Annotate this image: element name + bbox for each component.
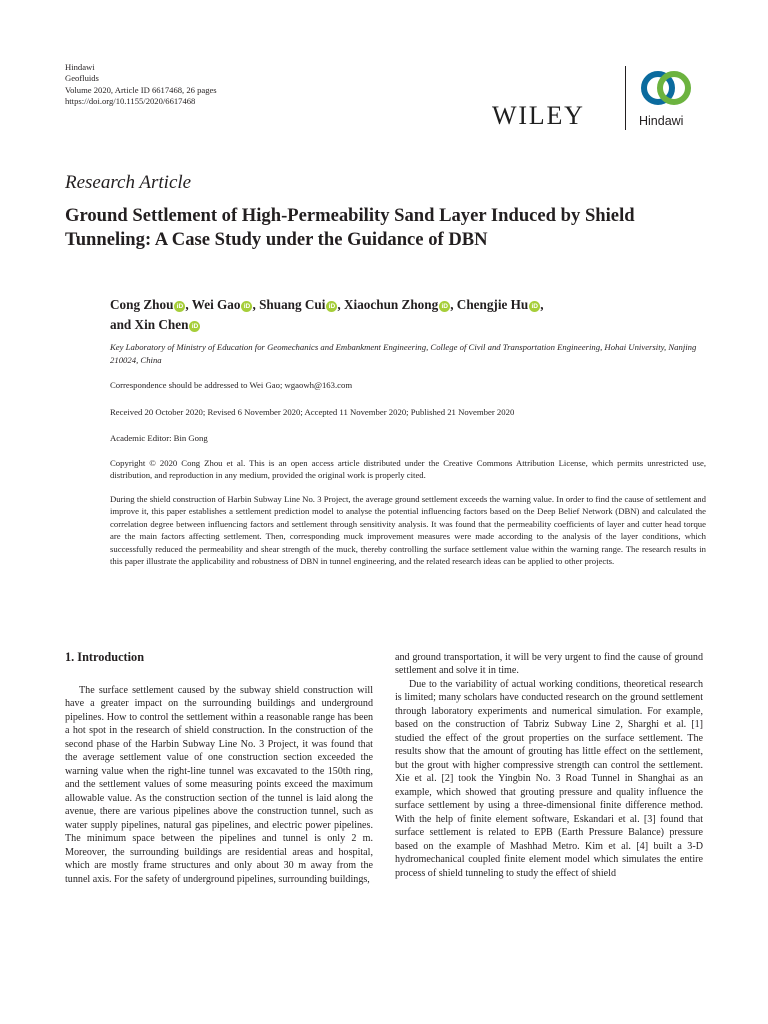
wiley-logo: WILEY — [492, 101, 585, 130]
journal-name: Geofluids — [65, 73, 99, 84]
section-heading: 1. Introduction — [65, 650, 145, 664]
journal-meta — [65, 62, 217, 108]
volume-info: Volume 2020, Article ID 6617468, 26 pages — [65, 84, 217, 95]
copyright-notice: Copyright © 2020 Cong Zhou et al. This is an open access article distributed under the Creative Commons Attribution License, which permits unrestricted use, distribution, and reproduction in any medium, provided the original work is properly cited. — [110, 458, 706, 481]
author: Wei Gao iD , — [191, 297, 260, 312]
brand-divider — [625, 66, 626, 130]
orcid-icon[interactable]: iD — [189, 321, 200, 332]
body-paragraph: Due to the variability of actual working conditions, theoretical research is limited; many scholars have conducted research on the ground settlement through laboratory experiments and numerical simulation. For example, based on the construction of Tabriz Subway Line 2, Sharghi et al. [1] studied the effect of the grout properties on the surface settlement. The results show that the amount of grouting has little effect on the settlement, but the grout with higher compressive strength can control the settlement. Xie et al. [2] took the Yingbin No. 3 Road Tunnel in Shanghai as an example, which showed that grouting pressure and quality influence the surface settlement by using a three-dimensional finite difference method. With the help of finite element software, Eskandari et al. [3] found that surface settlement is related to EPB (Earth Pressure Balance) pressure based on the example of Mashhad Metro. Kim et al. [4] built a 3-D hydromechanical coupled finite element model which simulates the entire process of shield tunneling to study the effect of shield — [395, 678, 703, 879]
body-paragraph: and ground transportation, it will be very urgent to find the cause of ground settlement and solve it in time. — [395, 652, 703, 677]
publication-dates: Received 20 October 2020; Revised 6 November 2020; Accepted 11 November 2020; Published 21 November 2020 — [110, 407, 515, 417]
body-column-right — [395, 651, 703, 880]
author: Xiaochun Zhong iD , — [344, 297, 457, 312]
author: Shuang Cui iD , — [259, 297, 345, 312]
orcid-icon[interactable]: iD — [439, 301, 450, 312]
orcid-icon[interactable]: iD — [241, 301, 252, 312]
author-list — [110, 295, 670, 335]
orcid-icon[interactable]: iD — [326, 301, 337, 312]
article-type: Research Article — [65, 172, 192, 193]
affiliation: Key Laboratory of Ministry of Education for Geomechanics and Embankment Engineering, College of Civil and Transportation Engineering, Hohai University, Nanjing 210024, China — [110, 342, 697, 365]
publisher-name: Hindawi — [65, 62, 95, 72]
author: Cong Zhou iD , — [110, 297, 192, 312]
body-paragraph: The surface settlement caused by the subway shield construction will have a greater impact on the surrounding buildings and underground pipelines. How to control the settlement within a reasonable range has been a hot spot in the research of shield construction. In the construction of the second phase of the Harbin Subway Line No. 3 Project, it was found that the average settlement value of one construction section exceeded the warning value when the right-line tunnel was excavated to the 150th ring, and the settlement values of some measuring points exceed the maximum allowable value. As the construction section of the tunnel is laid along the avenue, there are various pipelines above the construction tunnel, such as water supply pipelines, natural gas pipelines, and electric power pipelines. The minimum space between the pipelines and tunnel is only 2 m. Moreover, the surrounding buildings are residential areas and hospital, which are mostly frame structures and only about 30 m away from the tunnel axis. For the safety of underground pipelines, surrounding buildings, — [65, 685, 373, 885]
hindawi-wordmark: Hindawi — [639, 114, 684, 128]
hindawi-logo-icon — [638, 66, 694, 110]
author: and Xin Chen iD — [110, 317, 200, 332]
author: Chengjie Hu iD , — [456, 297, 544, 312]
doi-link[interactable]: https://doi.org/10.1155/2020/6617468 — [65, 96, 196, 107]
orcid-icon[interactable]: iD — [174, 301, 185, 312]
article-title: Ground Settlement of High-Permeability Sand Layer Induced by Shield Tunneling: A Case Study under the Guidance of DBN — [65, 205, 635, 250]
body-column-left — [65, 684, 373, 886]
publisher-branding — [492, 62, 712, 132]
orcid-icon[interactable]: iD — [529, 301, 540, 312]
correspondence: Correspondence should be addressed to Wei Gao; wgaowh@163.com — [110, 380, 353, 390]
academic-editor: Academic Editor: Bin Gong — [110, 433, 208, 443]
abstract: During the shield construction of Harbin Subway Line No. 3 Project, the average ground settlement exceeds the warning value. In order to find the cause of settlement and improve it, this paper establishes a settlement prediction model to analyse the potential influencing factors based on the Deep Belief Network (DBN) and calculated the correlation degree between influencing factors and settlement through sensitivity analysis. It was found that the permeability coefficients of layer and cutter head torque are the main factors affecting settlement. Then, corresponding muck improvement measures were made according to the analysis of the layer conditions, which successfully reduced the permeability and shear strength of the muck, thereby controlling the surface settlement value within the warning range. The research results in this paper illustrate the applicability and robustness of DBN in tunnel engineering, and the related research ideas can be applied to other projects. — [110, 494, 706, 567]
